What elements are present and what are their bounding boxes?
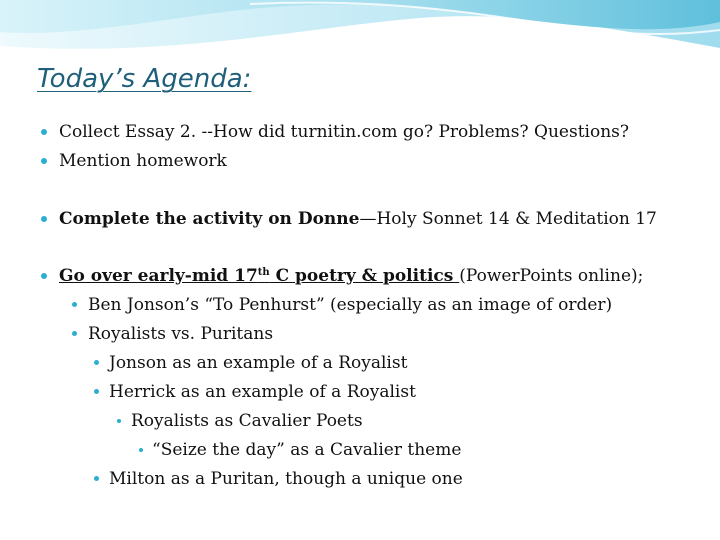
agenda-subitem-cavalier-poets: Royalists as Cavalier Poets bbox=[131, 411, 363, 431]
bullet-icon bbox=[94, 360, 99, 365]
agenda-item-poetry-rest: (PowerPoints online); bbox=[459, 266, 644, 286]
poetry-bold-part-b: C poetry & politics bbox=[269, 266, 460, 286]
agenda-item-poetry-bold bbox=[59, 266, 459, 286]
agenda-subitem-seize-the-day: “Seize the day” as a Cavalier theme bbox=[152, 440, 462, 460]
agenda-subitem-jonson-royalist: Jonson as an example of a Royalist bbox=[109, 353, 408, 373]
agenda-subitem-herrick-royalist: Herrick as an example of a Royalist bbox=[109, 382, 416, 402]
agenda-subitem-jonson-penhurst: Ben Jonson’s “To Penhurst” (especially as an image of order) bbox=[88, 295, 613, 315]
bullet-icon bbox=[41, 129, 47, 135]
bullet-icon bbox=[41, 273, 47, 279]
poetry-bold-part-a: Go over early-mid 17 bbox=[59, 266, 258, 286]
agenda-item-poetry-politics bbox=[59, 268, 643, 285]
poetry-superscript: th bbox=[257, 267, 270, 278]
bullet-icon bbox=[94, 389, 99, 394]
header-wave-decoration bbox=[0, 0, 720, 70]
bullet-icon bbox=[72, 331, 77, 336]
bullet-icon bbox=[139, 448, 143, 452]
agenda-item-donne-activity bbox=[59, 211, 657, 228]
bullet-icon bbox=[41, 158, 47, 164]
slide-title: Today’s Agenda: bbox=[37, 64, 252, 94]
bullet-icon bbox=[117, 419, 121, 423]
agenda-item-homework: Mention homework bbox=[59, 151, 227, 171]
bullet-icon bbox=[72, 302, 77, 307]
agenda-item-donne-rest: —Holy Sonnet 14 & Meditation 17 bbox=[359, 209, 657, 229]
bullet-icon bbox=[94, 476, 99, 481]
bullet-icon bbox=[41, 216, 47, 222]
agenda-item-donne-bold: Complete the activity on Donne bbox=[59, 209, 360, 229]
agenda-item-collect-essay: Collect Essay 2. --How did turnitin.com go? Problems? Questions? bbox=[59, 122, 629, 142]
agenda-subitem-milton-puritan: Milton as a Puritan, though a unique one bbox=[109, 469, 463, 489]
agenda-subitem-royalists-puritans: Royalists vs. Puritans bbox=[88, 324, 274, 344]
